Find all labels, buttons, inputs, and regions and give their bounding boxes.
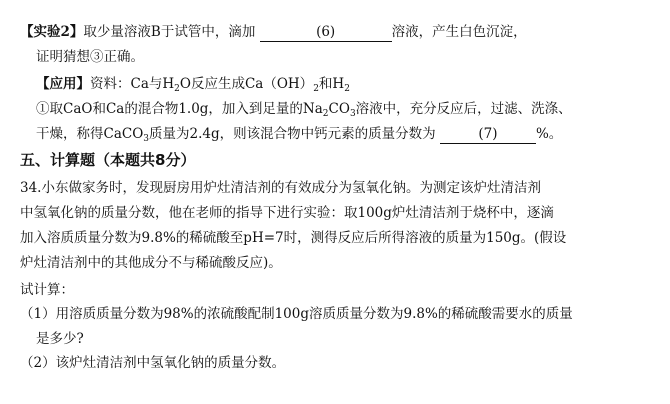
experiment2-text-c: 证明猜想③正确。 [36, 49, 144, 65]
q1-text-d: 干燥，称得CaCO [36, 126, 144, 142]
answer-blank-6[interactable]: (6) [260, 23, 392, 42]
problem34-line1: 34.小东做家务时，发现厨房用炉灶清洁剂的有效成分为氢氧化钠。为测定该炉灶清洁剂 [20, 180, 541, 196]
q1-text-a: ①取CaO和Ca的混合物1.0g，加入到足量的Na [36, 101, 323, 117]
subscript: 3 [349, 109, 356, 119]
subscript: 3 [143, 134, 150, 144]
answer-blank-7[interactable]: (7) [440, 125, 536, 144]
application-text-a: 资料：Ca与H [90, 76, 175, 92]
application-text-c: 和H [318, 76, 345, 92]
problem34-line3: 加入溶质质量分数为9.8%的稀硫酸至pH=7时，测得反应后所得溶液的质量为150g。(假设 [20, 230, 567, 246]
q1-text-b: CO [328, 101, 350, 117]
q1-text-c: 溶液中，充分反应后，过滤、洗涤、 [355, 101, 572, 117]
experiment2-line2 [36, 47, 144, 67]
application-line [36, 74, 350, 99]
application-label: 【应用】 [36, 76, 90, 92]
problem34-line2: 中氢氧化钠的质量分数，他在老师的指导下进行实验：取100g炉灶清洁剂于烧杯中，逐滴 [20, 205, 554, 221]
experiment2-line1 [20, 22, 527, 42]
q1-line2 [36, 124, 562, 149]
experiment2-text-a: 取少量溶液B于试管中，滴加 [83, 24, 256, 40]
q1-text-e: 质量为2.4g，则该混合物中钙元素的质量分数为 [149, 126, 436, 142]
subquestion2: （2）该炉灶清洁剂中氢氧化钠的质量分数。 [20, 355, 286, 371]
section5-title: 五、计算题（本题共8分） [20, 151, 196, 169]
q1-line1 [36, 99, 572, 124]
application-text-b: O反应生成Ca（OH） [179, 76, 314, 92]
problem34-line4: 炉灶清洁剂中的其他成分不与稀硫酸反应)。 [20, 255, 282, 271]
q1-text-f: %。 [535, 126, 563, 142]
subquestion1-line2: 是多少? [36, 331, 84, 347]
try-calc-label: 试计算： [20, 282, 74, 298]
experiment2-text-b: 溶液，产生白色沉淀， [391, 24, 527, 40]
subscript: 2 [313, 84, 319, 94]
subquestion1-line1: （1）用溶质质量分数为98%的浓硫酸配制100g溶质质量分数为9.8%的稀硫酸需要水的质量 [20, 306, 573, 322]
subscript: 2 [322, 109, 329, 119]
experiment2-label: 【实验2】 [20, 24, 84, 40]
subscript: 2 [344, 84, 350, 94]
subscript: 2 [174, 84, 180, 94]
